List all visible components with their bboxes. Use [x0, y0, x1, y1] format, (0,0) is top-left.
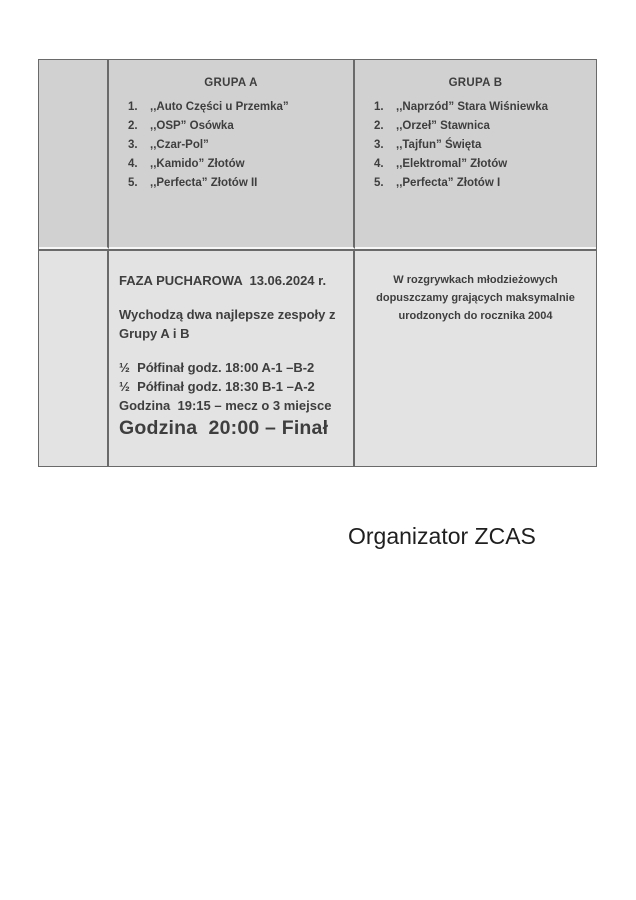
group-b-title: GRUPA B [448, 77, 503, 89]
team-row [109, 98, 353, 117]
empty-cell-row2 [39, 249, 109, 466]
team-number: 2. [128, 120, 138, 132]
organizer-text: Organizator ZCAS [348, 523, 536, 549]
group-a-list [109, 98, 353, 193]
team-number: 5. [128, 177, 138, 189]
team-number: 5. [374, 177, 384, 189]
team-number: 3. [128, 139, 138, 151]
group-b-list [355, 98, 596, 193]
team-row [109, 117, 353, 136]
team-name: ,,Elektromal” Złotów [396, 158, 508, 170]
group-a-cell [109, 60, 355, 249]
team-name: ,,Perfecta” Złotów II [150, 177, 258, 189]
team-name: ,,Auto Części u Przemka” [150, 101, 289, 113]
team-number: 1. [128, 101, 138, 113]
team-number: 3. [374, 139, 384, 151]
youth-note-text: W rozgrywkach młodzieżowych dopuszczamy grających maksymalnie urodzonych do rocznika 2004 [376, 274, 575, 322]
team-number: 2. [374, 120, 384, 132]
cup-phase-intro-line2: Grupy A i B [119, 326, 190, 341]
team-row [355, 136, 596, 155]
team-number: 4. [374, 158, 384, 170]
team-name: ,,Kamido” Złotów [150, 158, 245, 170]
team-row [355, 117, 596, 136]
final-match: Godzina 20:00 – Finał [119, 417, 329, 439]
third-place-match: Godzina 19:15 – mecz o 3 miejsce [119, 398, 332, 413]
cup-phase-title: FAZA PUCHAROWA 13.06.2024 r. [119, 273, 327, 288]
semifinal-2: ½ Półfinał godz. 18:30 B-1 –A-2 [119, 379, 315, 394]
cup-phase-cell [109, 249, 355, 466]
youth-note-cell [355, 249, 596, 466]
tournament-table [38, 59, 597, 467]
team-name: ,,Perfecta” Złotów I [396, 177, 501, 189]
team-row [109, 174, 353, 193]
team-row [109, 155, 353, 174]
team-name: ,,Tajfun” Święta [396, 139, 482, 151]
team-name: ,,OSP” Osówka [150, 120, 234, 132]
group-a-title: GRUPA A [204, 77, 258, 89]
group-b-cell [355, 60, 596, 249]
team-name: ,,Czar-Pol” [150, 139, 209, 151]
cup-phase-intro [119, 305, 347, 343]
team-row [355, 98, 596, 117]
team-number: 4. [128, 158, 138, 170]
team-row [355, 174, 596, 193]
team-name: ,,Orzeł” Stawnica [396, 120, 490, 132]
cup-phase-intro-line1: Wychodzą dwa najlepsze zespoły z [119, 307, 336, 322]
team-number: 1. [374, 101, 384, 113]
team-row [355, 155, 596, 174]
empty-cell-row1 [39, 60, 109, 249]
semifinal-1: ½ Półfinał godz. 18:00 A-1 –B-2 [119, 360, 315, 375]
team-row [109, 136, 353, 155]
team-name: ,,Naprzód” Stara Wiśniewka [396, 101, 548, 113]
